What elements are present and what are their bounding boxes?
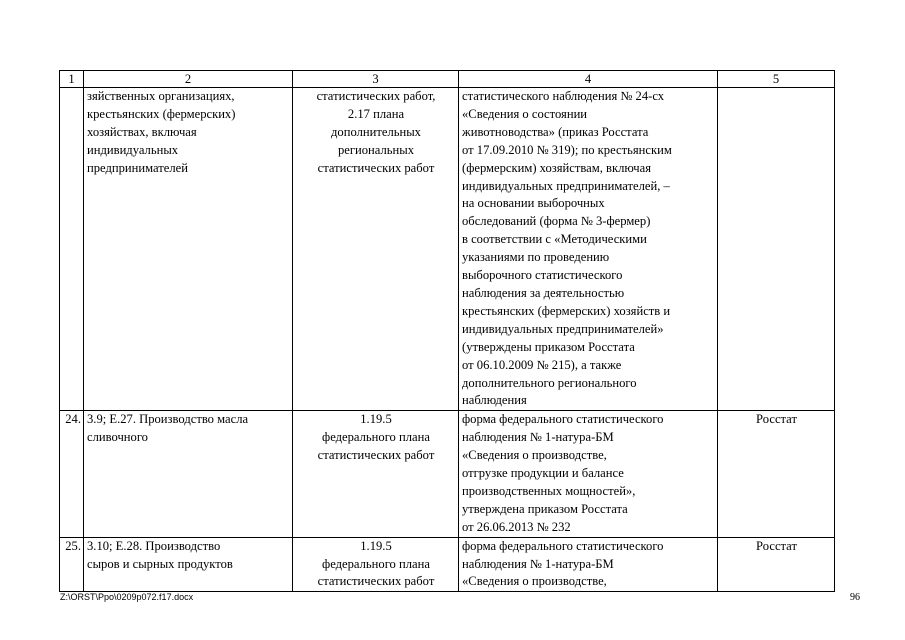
text-line: указаниями по проведению: [462, 250, 610, 265]
text-line: федерального плана: [322, 556, 430, 571]
text-line: выборочного статистического: [462, 268, 623, 283]
table-row: [60, 537, 835, 592]
text-line: индивидуальных предпринимателей, –: [462, 178, 670, 193]
source-form-cell: [459, 537, 718, 592]
text-line: сливочного: [87, 430, 148, 445]
text-line: 2.17 плана: [347, 106, 405, 121]
text-line: региональных: [337, 142, 415, 157]
text-line: «Сведения о состоянии: [462, 106, 588, 121]
responsible-agency-cell: Росстат: [718, 411, 835, 537]
text-line: утверждена приказом Росстата: [462, 501, 628, 516]
text-line: федерального плана: [322, 430, 430, 445]
text-line: от 17.09.2010 № 319); по крестьянским: [462, 142, 672, 157]
text-line: 3.9; Е.27. Производство масла: [87, 412, 249, 427]
text-line: крестьянских (фермерских): [87, 106, 236, 121]
source-form-cell: [459, 88, 718, 411]
text-line: форма федерального статистического: [462, 412, 664, 427]
indicator-cell: [84, 537, 293, 592]
text-line: индивидуальных: [87, 142, 179, 157]
footer-file-path: Z:\ORST\Ppo\0209p072.f17.docx: [60, 592, 194, 602]
plan-item-cell: [293, 537, 459, 592]
text-line: наблюдения № 1-натура-БМ: [462, 556, 614, 571]
text-line: наблюдения: [462, 393, 527, 408]
text-line: форма федерального статистического: [462, 538, 664, 553]
text-line: «Сведения о производстве,: [462, 448, 607, 463]
responsible-agency-cell: Росстат: [718, 537, 835, 592]
text-line: статистического наблюдения № 24-сх: [462, 89, 665, 103]
text-line: предпринимателей: [87, 160, 188, 175]
text-line: 3.10; Е.28. Производство: [87, 538, 221, 553]
text-line: дополнительного регионального: [462, 375, 637, 390]
text-line: (фермерским) хозяйствам, включая: [462, 160, 652, 175]
header-col-5: 5: [718, 71, 835, 88]
text-line: сыров и сырных продуктов: [87, 556, 233, 571]
text-line: наблюдения № 1-натура-БМ: [462, 430, 614, 445]
row-number-cell: 25.: [60, 537, 84, 592]
plan-item-cell: [293, 88, 459, 411]
statistics-table: [59, 70, 835, 592]
text-line: крестьянских (фермерских) хозяйств и: [462, 303, 671, 318]
text-line: статистических работ,: [316, 89, 436, 103]
text-line: зяйственных организациях,: [87, 89, 235, 103]
text-line: отгрузке продукции и балансе: [462, 466, 624, 481]
text-line: хозяйствах, включая: [87, 124, 197, 139]
header-col-3: 3: [293, 71, 459, 88]
text-line: производственных мощностей»,: [462, 483, 636, 498]
text-line: статистических работ: [317, 448, 435, 463]
text-line: (утверждены приказом Росстата: [462, 339, 635, 354]
text-line: индивидуальных предпринимателей»: [462, 321, 664, 336]
row-number-cell: [60, 88, 84, 411]
text-line: 1.19.5: [360, 538, 392, 553]
table-header-row: [60, 71, 835, 88]
header-col-1: 1: [60, 71, 84, 88]
text-line: от 26.06.2013 № 232: [462, 519, 571, 534]
text-line: дополнительных: [331, 124, 421, 139]
table-row: [60, 411, 835, 537]
header-col-4: 4: [459, 71, 718, 88]
plan-item-cell: [293, 411, 459, 537]
responsible-agency-cell: [718, 88, 835, 411]
source-form-cell: [459, 411, 718, 537]
text-line: статистических работ: [317, 574, 435, 589]
text-line: статистических работ: [317, 160, 435, 175]
header-col-2: 2: [84, 71, 293, 88]
text-line: на основании выборочных: [462, 196, 605, 211]
text-line: «Сведения о производстве,: [462, 574, 607, 589]
indicator-cell: [84, 88, 293, 411]
text-line: от 06.10.2009 № 215), а также: [462, 357, 622, 372]
text-line: 1.19.5: [360, 412, 392, 427]
text-line: наблюдения за деятельностью: [462, 285, 625, 300]
indicator-cell: [84, 411, 293, 537]
text-line: в соответствии с «Методическими: [462, 232, 647, 247]
footer-page-number: 96: [850, 592, 860, 603]
table-row-continued: [60, 88, 835, 411]
text-line: обследований (форма № 3-фермер): [462, 214, 651, 229]
row-number-cell: 24.: [60, 411, 84, 537]
text-line: животноводства» (приказ Росстата: [462, 124, 649, 139]
